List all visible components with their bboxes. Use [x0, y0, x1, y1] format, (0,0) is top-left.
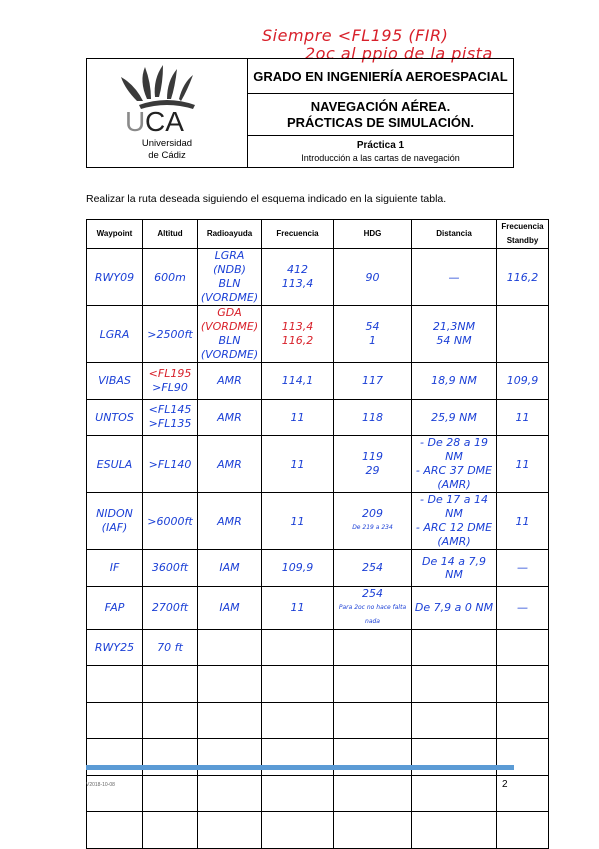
col-altitud: Altitud	[143, 220, 198, 249]
altitud-cell: >FL140	[143, 436, 198, 493]
table-row	[87, 363, 549, 400]
altitud-cell: <FL195 >FL90	[143, 363, 198, 400]
hdg-cell: 209 De 219 a 234	[334, 493, 412, 550]
altitud-cell: >6000ft	[143, 493, 198, 550]
empty-table-row	[87, 702, 549, 739]
frecuencia-cell: 113,4 116,2	[262, 306, 334, 363]
university-name-2: de Cádiz	[148, 150, 186, 161]
route-table	[86, 219, 549, 849]
frecuencia-cell: 11	[262, 399, 334, 436]
table-row	[87, 249, 549, 306]
radioayuda-cell: AMR	[198, 363, 262, 400]
hdg-cell	[334, 629, 412, 666]
distancia-cell: De 14 a 7,9 NM	[412, 550, 497, 587]
distancia-cell: 18,9 NM	[412, 363, 497, 400]
hdg-cell: 118	[334, 399, 412, 436]
waypoint-cell: FAP	[87, 586, 143, 629]
waypoint-cell: ESULA	[87, 436, 143, 493]
svg-text:CA: CA	[145, 106, 184, 137]
standby-cell: —	[497, 550, 549, 587]
standby-cell: 11	[497, 436, 549, 493]
practice-info	[248, 136, 513, 167]
hdg-cell: 119 29	[334, 436, 412, 493]
radioayuda-cell	[198, 629, 262, 666]
table-row	[87, 586, 549, 629]
waypoint-cell: NIDON (IAF)	[87, 493, 143, 550]
empty-table-row	[87, 666, 549, 703]
handwritten-annotation-2: 2oc al ppio de la pista	[305, 44, 493, 63]
document-header	[86, 58, 514, 168]
distancia-cell: 25,9 NM	[412, 399, 497, 436]
frecuencia-cell: 11	[262, 493, 334, 550]
col-distancia: Distancia	[412, 220, 497, 249]
altitud-cell: 70 ft	[143, 629, 198, 666]
waypoint-cell: LGRA	[87, 306, 143, 363]
altitud-cell: >2500ft	[143, 306, 198, 363]
radioayuda-cell: GDA (VORDME) BLN (VORDME)	[198, 306, 262, 363]
waypoint-cell: RWY09	[87, 249, 143, 306]
standby-cell: 11	[497, 493, 549, 550]
footer-divider	[86, 765, 514, 770]
distancia-cell: —	[412, 249, 497, 306]
col-waypoint: Waypoint	[87, 220, 143, 249]
waypoint-cell: VIBAS	[87, 363, 143, 400]
radioayuda-cell: AMR	[198, 436, 262, 493]
standby-cell: 109,9	[497, 363, 549, 400]
radioayuda-cell: AMR	[198, 493, 262, 550]
frecuencia-cell: 11	[262, 586, 334, 629]
frecuencia-cell: 109,9	[262, 550, 334, 587]
altitud-cell: 2700ft	[143, 586, 198, 629]
table-row	[87, 436, 549, 493]
course-title: NAVEGACIÓN AÉREA. PRÁCTICAS DE SIMULACIÓN.	[248, 94, 513, 136]
practice-number: Práctica 1	[356, 140, 405, 151]
table-row	[87, 493, 549, 550]
university-name-1: Universidad	[141, 138, 193, 149]
radioayuda-cell: AMR	[198, 399, 262, 436]
standby-cell: 11	[497, 399, 549, 436]
empty-table-row	[87, 812, 549, 849]
frecuencia-cell	[262, 629, 334, 666]
hdg-cell: 254 Para 2oc no hace falta nada	[334, 586, 412, 629]
table-row	[87, 629, 549, 666]
hdg-cell: 254	[334, 550, 412, 587]
altitud-cell: <FL145 >FL135	[143, 399, 198, 436]
distancia-cell	[412, 629, 497, 666]
program-title: GRADO EN INGENIERÍA AEROESPACIAL	[248, 59, 513, 94]
table-header-row	[87, 220, 549, 249]
hdg-cell: 117	[334, 363, 412, 400]
standby-cell	[497, 629, 549, 666]
distancia-cell: - De 28 a 19 NM - ARC 37 DME (AMR)	[412, 436, 497, 493]
hdg-cell: 90	[334, 249, 412, 306]
standby-cell: 116,2	[497, 249, 549, 306]
col-radioayuda: Radioayuda	[198, 220, 262, 249]
svg-text:U: U	[125, 106, 146, 137]
col-standby: Frecuencia Standby	[497, 220, 549, 249]
instruction-text: Realizar la ruta deseada siguiendo el esquema indicado en la siguiente tabla.	[86, 193, 447, 205]
distancia-cell: - De 17 a 14 NM - ARC 12 DME (AMR)	[412, 493, 497, 550]
frecuencia-cell: 412 113,4	[262, 249, 334, 306]
distancia-cell: 21,3NM 54 NM	[412, 306, 497, 363]
standby-cell	[497, 306, 549, 363]
hdg-cell: 54 1	[334, 306, 412, 363]
handwritten-annotation-1: Siempre <FL195 (FIR)	[262, 26, 449, 45]
waypoint-cell: IF	[87, 550, 143, 587]
table-row	[87, 306, 549, 363]
radioayuda-cell: IAM	[198, 586, 262, 629]
distancia-cell: De 7,9 a 0 NM	[412, 586, 497, 629]
waypoint-cell: UNTOS	[87, 399, 143, 436]
radioayuda-cell: IAM	[198, 550, 262, 587]
footer-version-code: V2018-10-08	[86, 782, 115, 788]
altitud-cell: 600m	[143, 249, 198, 306]
altitud-cell: 3600ft	[143, 550, 198, 587]
frecuencia-cell: 11	[262, 436, 334, 493]
radioayuda-cell: LGRA (NDB) BLN (VORDME)	[198, 249, 262, 306]
col-hdg: HDG	[334, 220, 412, 249]
col-frecuencia: Frecuencia	[262, 220, 334, 249]
waypoint-cell: RWY25	[87, 629, 143, 666]
page-number: 2	[502, 779, 508, 790]
empty-table-row	[87, 775, 549, 812]
table-row	[87, 550, 549, 587]
frecuencia-cell: 114,1	[262, 363, 334, 400]
university-logo	[87, 59, 248, 167]
practice-subtitle: Introducción a las cartas de navegación	[301, 153, 460, 163]
standby-cell: —	[497, 586, 549, 629]
table-row	[87, 399, 549, 436]
